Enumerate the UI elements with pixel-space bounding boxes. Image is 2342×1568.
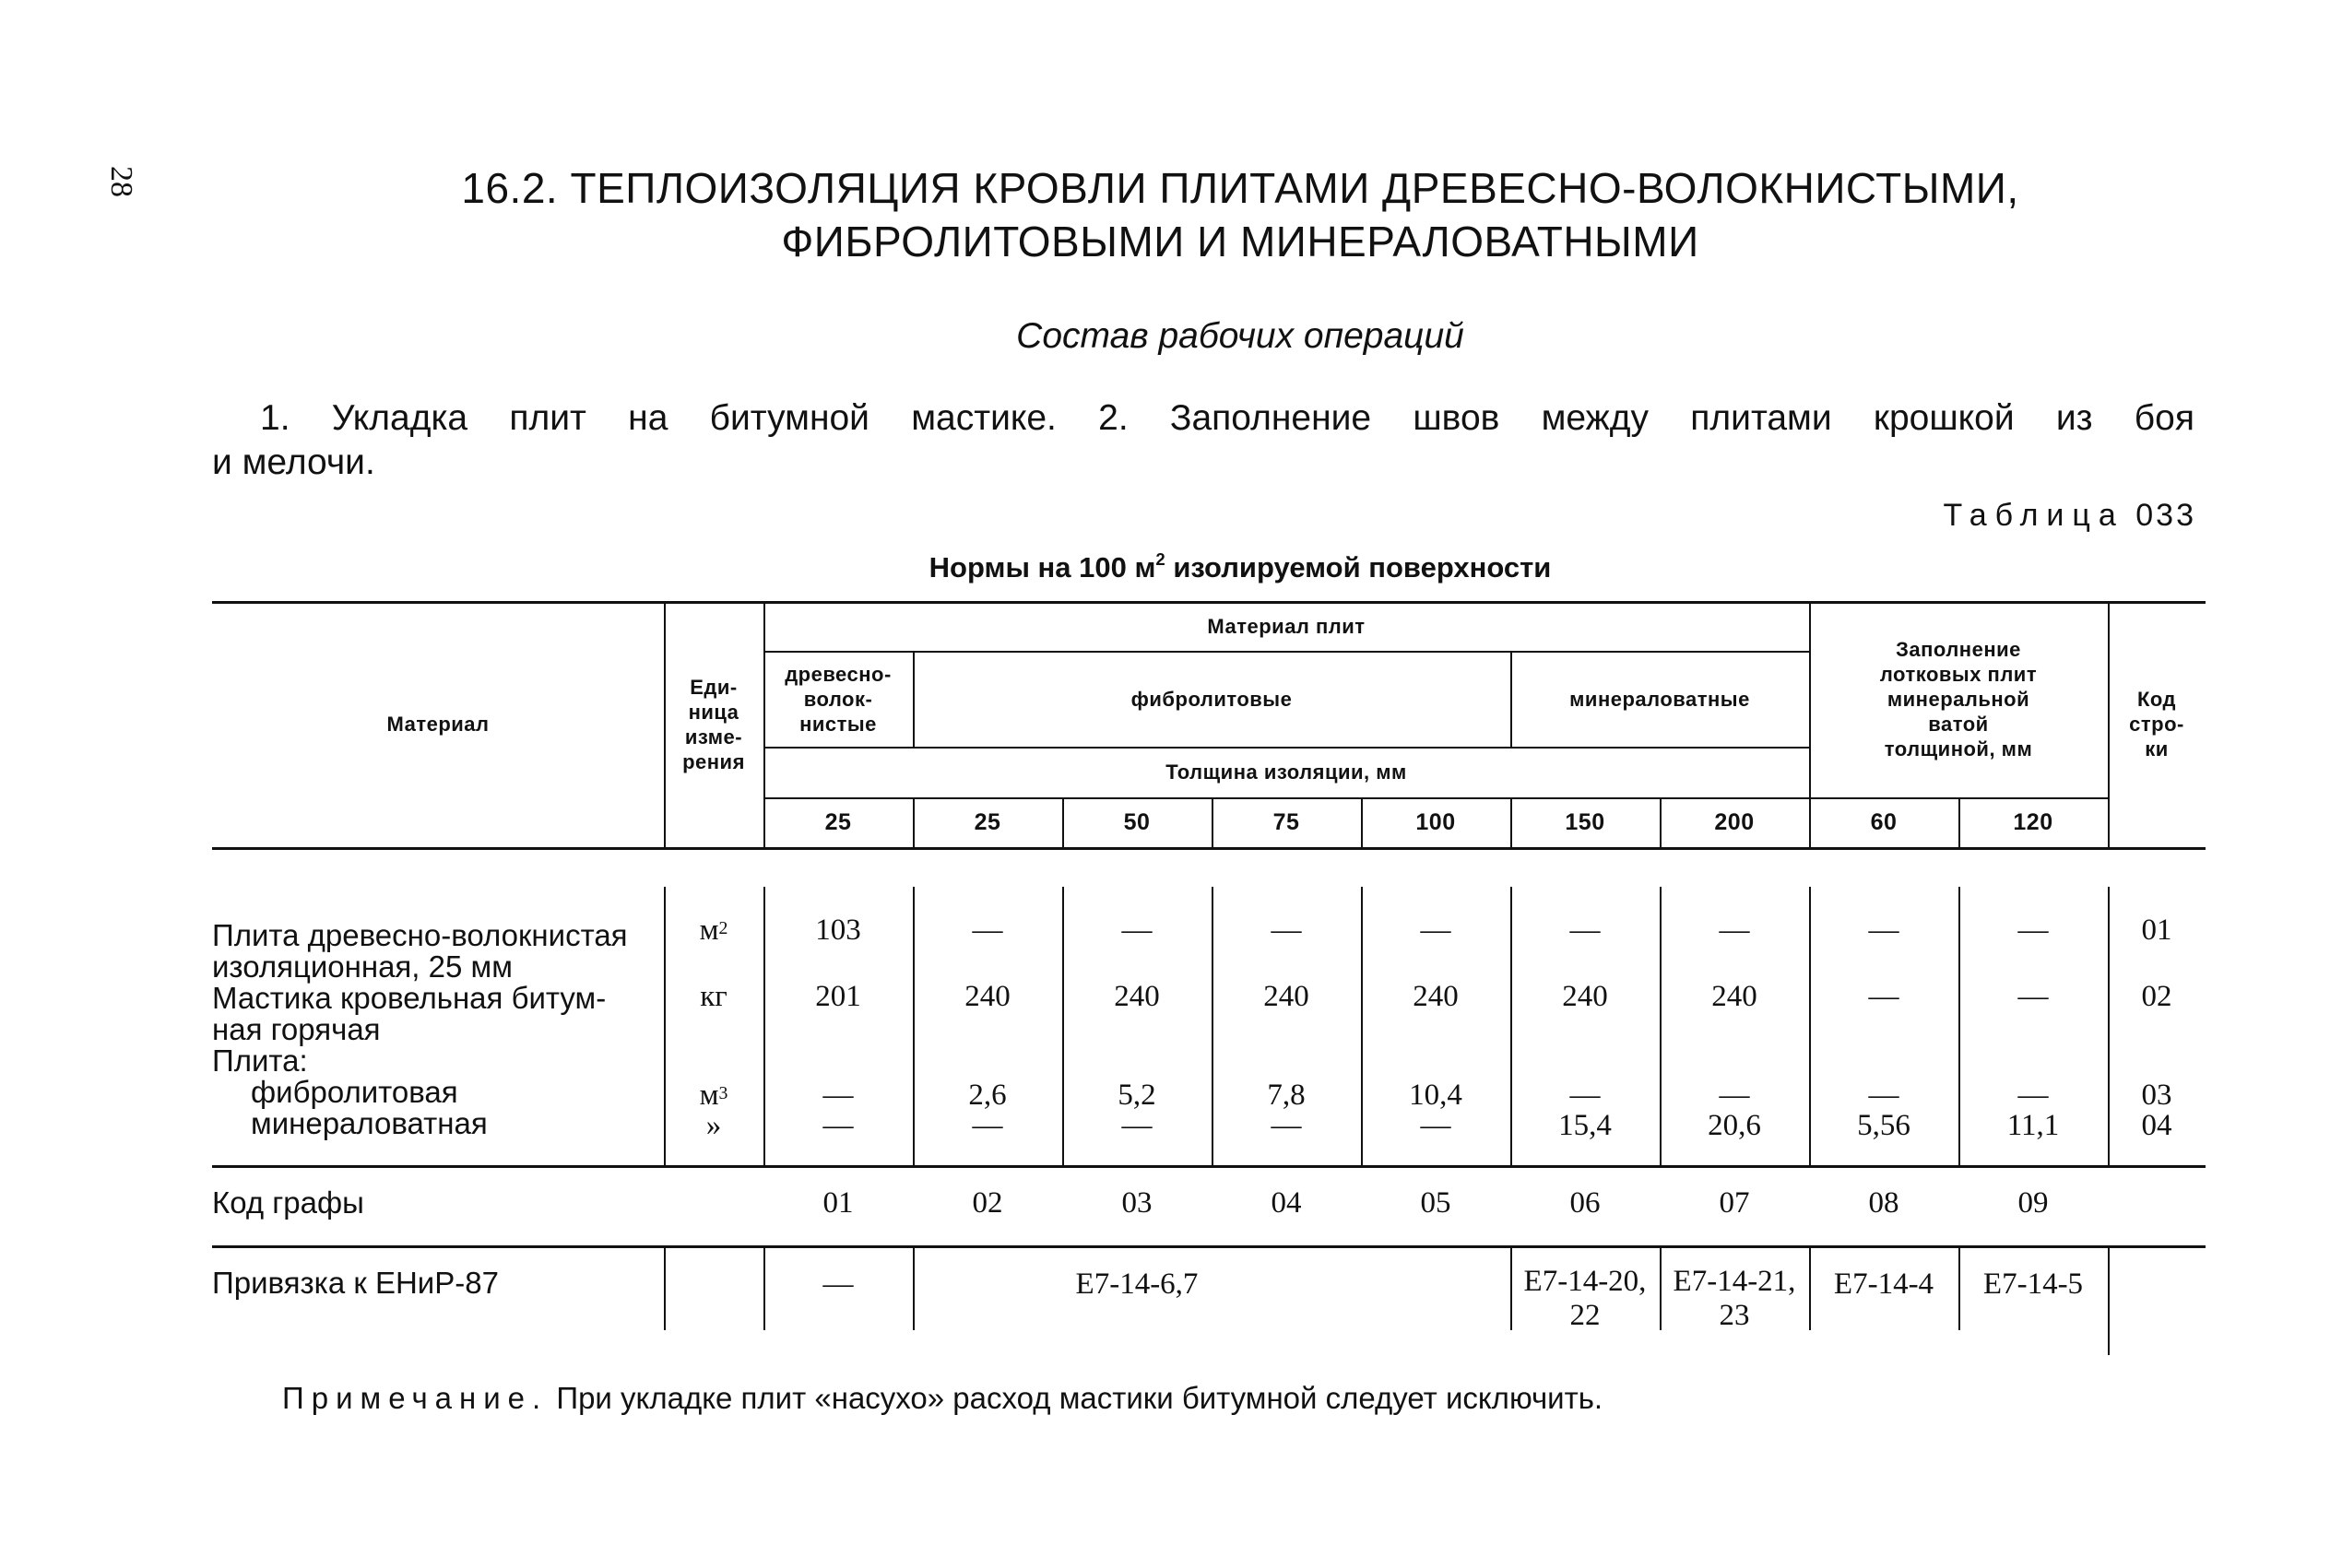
row-value: 10,4	[1409, 1078, 1462, 1112]
table-rule	[212, 847, 2206, 850]
row-value: 240	[1263, 979, 1309, 1013]
row-value: —	[1569, 913, 1601, 947]
kod-grafy-value: 09	[2017, 1185, 2049, 1220]
header-fibrolit: фибролитовые	[1130, 687, 1293, 711]
row-value: —	[1868, 979, 1899, 1013]
row-value: —	[822, 1108, 854, 1142]
table-title-text: Нормы на 100 м	[929, 551, 1156, 584]
row-name-line: Плита древесно-волокнистая	[212, 918, 628, 952]
row-unit-text: м	[699, 913, 719, 947]
row-value: 240	[1114, 979, 1160, 1013]
header-fill-line: ватой	[1928, 713, 1989, 736]
row-value: —	[2017, 979, 2049, 1013]
row-value: 2,6	[968, 1078, 1007, 1112]
header-thickness-value: 200	[1714, 808, 1755, 835]
operations-word: плитами	[1690, 398, 1832, 438]
operations-word: швов	[1413, 398, 1500, 438]
row-value: —	[1271, 1108, 1302, 1142]
row-name-line: минераловатная	[251, 1106, 488, 1140]
operations-word: Укладка	[331, 398, 468, 438]
row-value: 240	[1562, 979, 1608, 1013]
header-unit-line: изме-	[684, 725, 743, 749]
kod-grafy-label: Код графы	[212, 1185, 364, 1220]
table-column-rule	[2108, 1245, 2110, 1355]
note-prefix: Примечание.	[282, 1381, 549, 1415]
kod-grafy-value: 02	[972, 1185, 1003, 1220]
row-unit-text: кг	[700, 979, 727, 1013]
operations-word: боя	[2134, 398, 2194, 438]
row-value: 20,6	[1708, 1108, 1761, 1142]
header-drevesno-line: древесно-	[785, 662, 892, 686]
row-name-line: фибролитовая	[251, 1075, 458, 1109]
table-rule	[212, 1245, 2206, 1248]
header-fill-line: минеральной	[1887, 688, 2030, 711]
kod-grafy-value: 08	[1868, 1185, 1899, 1220]
row-unit: м $^2$	[699, 913, 728, 947]
header-thickness-value: 25	[824, 808, 852, 835]
operations-paragraph	[212, 396, 2194, 485]
operations-word: крошкой	[1873, 398, 2015, 438]
row-code: 04	[2141, 1108, 2172, 1142]
header-unit-line: ница	[688, 700, 739, 724]
row-unit-text: м	[699, 1078, 719, 1112]
row-value: 11,1	[2006, 1108, 2060, 1142]
header-unit-line: Еди-	[690, 675, 738, 699]
header-unit-line: рения	[682, 749, 745, 773]
kod-grafy-value: 06	[1569, 1185, 1601, 1220]
operations-word: битумной	[709, 398, 869, 438]
table-note	[282, 1381, 1603, 1416]
header-code-line: стро-	[2129, 713, 2184, 736]
kod-grafy-value: 01	[822, 1185, 854, 1220]
privyazka-c6-line: 22	[1569, 1299, 1601, 1332]
kod-grafy-value: 03	[1121, 1185, 1153, 1220]
row-value: 201	[815, 979, 861, 1013]
section-title-line-2: ФИБРОЛИТОВЫМИ И МИНЕРАЛОВАТНЫМИ	[781, 218, 1699, 265]
header-fill-line: толщиной, мм	[1884, 737, 2033, 760]
row-value: 15,4	[1558, 1108, 1612, 1142]
section-subtitle: Состав рабочих операций	[1016, 316, 1464, 356]
row-value: —	[1868, 913, 1899, 947]
header-drevesno-line: волок-	[803, 687, 873, 711]
privyazka-c7	[1660, 1261, 1809, 1337]
operations-word: 2.	[1098, 398, 1129, 438]
section-title-line-1: 16.2. ТЕПЛОИЗОЛЯЦИЯ КРОВЛИ ПЛИТАМИ ДРЕВЕСНО-ВОЛОКНИСТЫМИ,	[461, 164, 2019, 212]
table-title-sup: 2	[1155, 548, 1165, 569]
note-text: При укладке плит «насухо» расход мастики битумной следует исключить.	[548, 1381, 1603, 1415]
row-code: 01	[2141, 913, 2172, 947]
table-label-number: 033	[2135, 498, 2196, 533]
row-value: 240	[1413, 979, 1459, 1013]
privyazka-c7-line: Е7-14-21,	[1673, 1265, 1796, 1298]
table-label-prefix: Таблица	[1943, 498, 2124, 533]
table-label	[1944, 498, 2197, 534]
header-material-plit: Материал плит	[1207, 614, 1366, 638]
row-value: —	[972, 1108, 1003, 1142]
row-value: 5,2	[1118, 1078, 1156, 1112]
operations-line-2: и мелочи.	[212, 442, 375, 482]
privyazka-c9: Е7-14-5	[1982, 1267, 2084, 1301]
row-name-line: Мастика кровельная битум-	[212, 981, 607, 1015]
header-fill-line: лотковых плит	[1879, 663, 2038, 686]
row-value: —	[2017, 1078, 2049, 1112]
row-name-line: ная горячая	[212, 1012, 381, 1046]
row-code: 03	[2141, 1078, 2172, 1112]
privyazka-c7-line: 23	[1719, 1299, 1750, 1332]
header-thickness-value: 120	[2013, 808, 2053, 835]
header-code	[2108, 601, 2206, 847]
row-value: —	[1868, 1078, 1899, 1112]
row-value: —	[1121, 913, 1153, 947]
section-title	[212, 161, 2268, 268]
row-value: 7,8	[1267, 1078, 1306, 1112]
table-title-text-end: изолируемой поверхности	[1165, 551, 1552, 584]
page-number: 28	[104, 166, 138, 197]
operations-word: между	[1541, 398, 1650, 438]
header-mineral: минераловатные	[1569, 687, 1750, 711]
header-material: Материал	[386, 713, 490, 736]
header-thickness-value: 50	[1123, 808, 1151, 835]
privyazka-c2: Е7-14-6,7	[1075, 1267, 1199, 1301]
operations-line-1	[212, 396, 2194, 441]
row-value: —	[1719, 1078, 1750, 1112]
header-unit	[664, 601, 763, 847]
row-value: 240	[1711, 979, 1757, 1013]
privyazka-c1: —	[822, 1267, 854, 1301]
row-value: 5,56	[1857, 1108, 1910, 1142]
operations-word: мастике.	[911, 398, 1057, 438]
row-unit-text: »	[705, 1108, 722, 1142]
operations-word: плит	[509, 398, 586, 438]
row-value: —	[972, 913, 1003, 947]
row-value: —	[822, 1078, 854, 1112]
operations-word: из	[2055, 398, 2093, 438]
operations-word: на	[628, 398, 668, 438]
header-thickness-value: 150	[1565, 808, 1605, 835]
header-code-line: Код	[2136, 688, 2177, 711]
header-thickness-value: 100	[1415, 808, 1456, 835]
row-unit	[664, 1104, 763, 1147]
row-value: —	[2017, 913, 2049, 947]
header-code-line: ки	[2145, 737, 2169, 760]
header-thickness: Толщина изоляции, мм	[1165, 760, 1407, 784]
privyazka-c8: Е7-14-4	[1833, 1267, 1934, 1301]
table-title	[212, 548, 2268, 584]
table-rule	[212, 1165, 2206, 1168]
header-fill	[1809, 601, 2108, 797]
header-thickness-value: 75	[1272, 808, 1300, 835]
privyazka-label: Привязка к ЕНиР-87	[212, 1266, 499, 1300]
row-value: —	[1420, 913, 1451, 947]
row-unit	[664, 975, 763, 1018]
row-value: —	[1271, 913, 1302, 947]
header-fill-line: Заполнение	[1896, 638, 2021, 661]
privyazka-c6	[1510, 1261, 1660, 1337]
row-value: —	[1121, 1108, 1153, 1142]
row-value: 103	[815, 913, 861, 947]
row-unit: м $^3$	[699, 1078, 728, 1112]
row-group-label: Плита:	[212, 1043, 308, 1078]
row-name-line: изоляционная, 25 мм	[212, 949, 513, 984]
row-value: —	[1420, 1108, 1451, 1142]
row-value: —	[1569, 1078, 1601, 1112]
row-value: 240	[964, 979, 1011, 1013]
header-drevesno	[763, 651, 913, 747]
privyazka-c6-line: Е7-14-20,	[1523, 1265, 1647, 1298]
kod-grafy-value: 05	[1420, 1185, 1451, 1220]
row-code: 02	[2141, 979, 2172, 1013]
header-thickness-value: 25	[974, 808, 1001, 835]
kod-grafy-value: 07	[1719, 1185, 1750, 1220]
operations-word: 1.	[260, 398, 290, 438]
operations-word: Заполнение	[1169, 398, 1372, 438]
kod-grafy-value: 04	[1271, 1185, 1302, 1220]
header-thickness-value: 60	[1870, 808, 1898, 835]
row-value: —	[1719, 913, 1750, 947]
header-drevesno-line: нистые	[799, 712, 877, 736]
table-column-rule	[664, 1245, 666, 1330]
